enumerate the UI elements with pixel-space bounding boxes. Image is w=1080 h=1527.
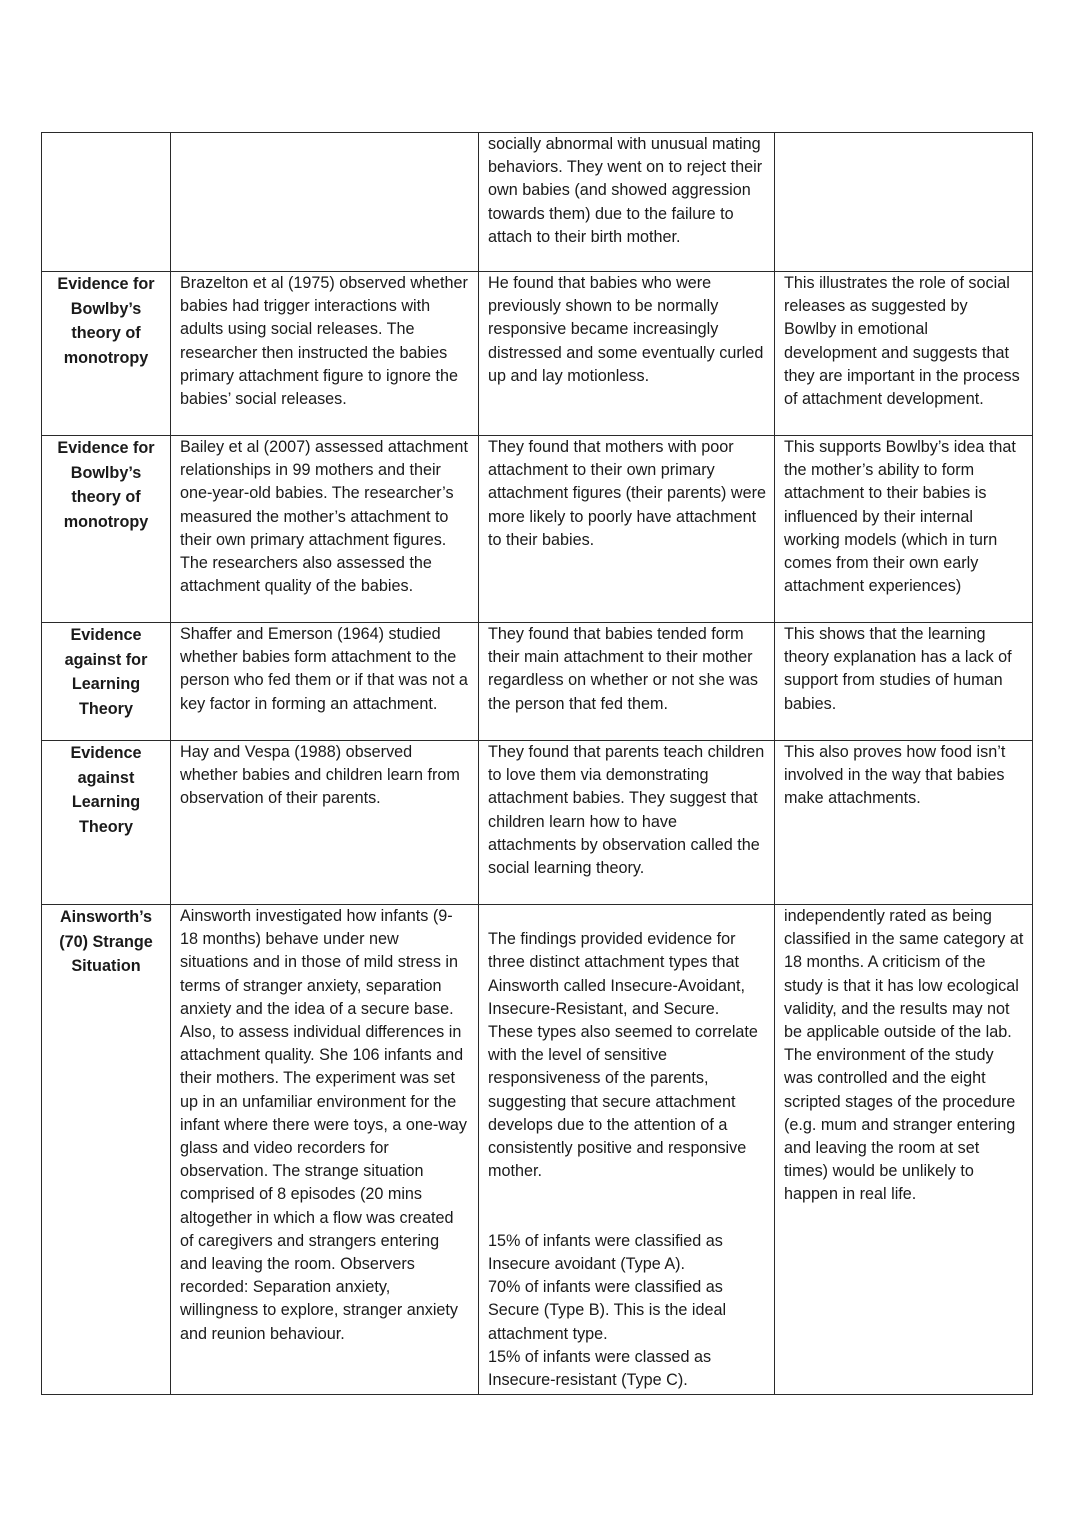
evaluation-cell: This also proves how food isn’t involved in the way that babies make attachments. xyxy=(775,741,1033,905)
study-cell: Ainsworth investigated how infants (9-18 months) behave under new situations and in those of mild stress in terms of stranger anxiety, separation anxiety and the idea of a secure base. Also, to assess individual differences in attachment quality. She 106 infants and their mothers. The experiment was set up in an unfamiliar environment for the infant where there were toys, a one-way glass and video recorders for observation. The strange situation comprised of 8 episodes (20 mins altogether in which a flow was created of caregivers and strangers entering and leaving the room. Observers recorded: Separation anxiety, willingness to explore, stranger anxiety and reunion behaviour. xyxy=(171,905,479,1395)
evaluation-cell: independently rated as being classified in the same category at 18 months. A criticism of the study is that it has low ecological validity, and the results may not be applicable outside of the lab. The environment of the study was controlled and the eight scripted stages of the procedure (e.g. mum and stranger entering and leaving the room at set times) would be unlikely to happen in real life. xyxy=(775,905,1033,1395)
findings-cell: They found that parents teach children to love them via demonstrating attachment babies. They suggest that children learn how to have attachments by observation called the social learning theory. xyxy=(479,741,775,905)
evaluation-cell xyxy=(775,133,1033,272)
findings-cell: They found that babies tended form their main attachment to their mother regardless on whether or not she was the person that fed them. xyxy=(479,623,775,741)
row-label: Evidence against Learning Theory xyxy=(42,741,171,905)
findings-cell: socially abnormal with unusual mating behaviors. They went on to reject their own babies (and showed aggression towards them) due to the failure to attach to their birth mother. xyxy=(479,133,775,272)
study-cell: Hay and Vespa (1988) observed whether babies and children learn from observation of their parents. xyxy=(171,741,479,905)
study-cell: Shaffer and Emerson (1964) studied whether babies form attachment to the person who fed them or if that was not a key factor in forming an attachment. xyxy=(171,623,479,741)
study-cell: Bailey et al (2007) assessed attachment relationships in 99 mothers and their one-year-old babies. The researcher’s measured the mother’s attachment to their own primary attachment figures. The researchers also assessed the attachment quality of the babies. xyxy=(171,436,479,623)
table-row xyxy=(42,436,1033,623)
table-row xyxy=(42,623,1033,741)
row-label xyxy=(42,133,171,272)
findings-cell: They found that mothers with poor attachment to their own primary attachment figures (their parents) were more likely to poorly have attachment to their babies. xyxy=(479,436,775,623)
findings-cell xyxy=(479,905,775,1395)
row-label: Evidence for Bowlby’s theory of monotropy xyxy=(42,436,171,623)
row-label: Ainsworth’s (70) Strange Situation xyxy=(42,905,171,1395)
paragraph-gap xyxy=(488,1183,766,1206)
evaluation-cell: This supports Bowlby’s idea that the mother’s ability to form attachment to their babies is influenced by their internal working models (which in turn comes from their own early attachment experiences) xyxy=(775,436,1033,623)
row-label: Evidence for Bowlby’s theory of monotropy xyxy=(42,272,171,436)
table-row xyxy=(42,741,1033,905)
findings-text: The findings provided evidence for three distinct attachment types that Ainsworth called Insecure-Avoidant, Insecure-Resistant, and Secure. These types also seemed to correlate with the level of sensitive responsiveness of the parents, suggesting that secure attachment develops due to the attention of a consistently positive and responsive mother. xyxy=(488,930,758,1181)
table-row xyxy=(42,905,1033,1395)
table-row xyxy=(42,272,1033,436)
study-cell xyxy=(171,133,479,272)
findings-cell: He found that babies who were previously shown to be normally responsive became increasingly distressed and some eventually curled up and lay motionless. xyxy=(479,272,775,436)
findings-percentages: 15% of infants were classified as Insecure avoidant (Type A). 70% of infants were classified as Secure (Type B). This is the ideal attachment type. 15% of infants were classed as Insecure-resistant (Type C). xyxy=(488,1231,727,1390)
attachment-studies-table xyxy=(41,132,1033,1395)
evaluation-cell: This shows that the learning theory explanation has a lack of support from studies of human babies. xyxy=(775,623,1033,741)
study-cell: Brazelton et al (1975) observed whether babies had trigger interactions with adults using social releases. The researcher then instructed the babies primary attachment figure to ignore the babies’ social releases. xyxy=(171,272,479,436)
table-row xyxy=(42,133,1033,272)
row-label: Evidence against for Learning Theory xyxy=(42,623,171,741)
evaluation-cell: This illustrates the role of social releases as suggested by Bowlby in emotional development and suggests that they are important in the process of attachment development. xyxy=(775,272,1033,436)
